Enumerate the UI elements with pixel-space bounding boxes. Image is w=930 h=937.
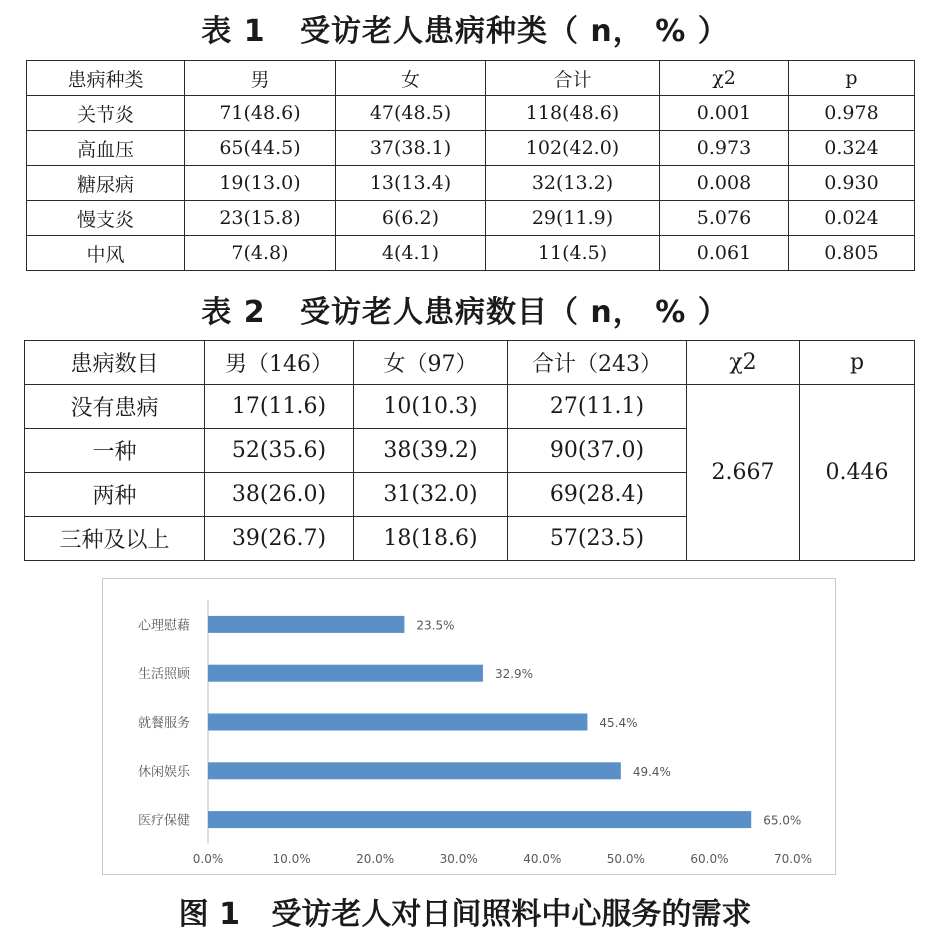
table1-row (27, 96, 915, 131)
table2-cell: 52(35.6) (205, 429, 354, 473)
table1-cell: 0.978 (789, 96, 915, 131)
table2-cell: 27(11.1) (508, 385, 687, 429)
table1-cell: 102(42.0) (486, 131, 660, 166)
x-tick-label: 10.0% (272, 852, 311, 866)
table1-cell: 0.024 (789, 201, 915, 236)
table2-header-cell: 合计（243） (508, 341, 687, 385)
table1-row-label: 中风 (27, 236, 185, 271)
table1 (26, 60, 915, 271)
table1-cell: 65(44.5) (185, 131, 336, 166)
table2-row-label: 三种及以上 (25, 517, 205, 561)
table1-cell: 0.061 (660, 236, 789, 271)
table1-cell: 19(13.0) (185, 166, 336, 201)
category-label: 医疗保健 (137, 813, 190, 829)
data-label: 45.4% (599, 716, 638, 730)
table1-cell: 5.076 (660, 201, 789, 236)
demand-bar-chart (102, 578, 836, 875)
table1-cell: 0.805 (789, 236, 915, 271)
bar (208, 714, 587, 731)
table2-row-label: 两种 (25, 473, 205, 517)
bar (208, 665, 483, 682)
table2-cell: 38(39.2) (354, 429, 508, 473)
x-tick-label: 30.0% (439, 852, 478, 866)
x-tick-label: 40.0% (523, 852, 562, 866)
table1-cell: 13(13.4) (336, 166, 486, 201)
table1-row (27, 201, 915, 236)
table1-header-cell: 患病种类 (27, 61, 185, 96)
table2-cell: 18(18.6) (354, 517, 508, 561)
table1-cell: 0.001 (660, 96, 789, 131)
x-tick-label: 70.0% (773, 852, 813, 866)
figure-caption: 图 1 受访老人对日间照料中心服务的需求 (178, 897, 752, 932)
table2-row-label: 一种 (25, 429, 205, 473)
table2-cell: 10(10.3) (354, 385, 508, 429)
table2-title: 表 2 受访老人患病数目（ n， % ） (201, 295, 729, 330)
bar (208, 616, 404, 633)
table2-header-cell: p (800, 341, 915, 385)
x-tick-label: 0.0% (192, 852, 224, 866)
category-label: 休闲娱乐 (137, 764, 190, 780)
table1-cell: 0.324 (789, 131, 915, 166)
table1-cell: 32(13.2) (486, 166, 660, 201)
table1-cell: 7(4.8) (185, 236, 336, 271)
data-label: 32.9% (494, 667, 534, 682)
table1-cell: 0.930 (789, 166, 915, 201)
table2-header-cell: 女（97） (354, 341, 508, 385)
table2-cell: 38(26.0) (205, 473, 354, 517)
table1-row (27, 236, 915, 271)
table2-header-cell: χ2 (687, 341, 800, 385)
table2-row (25, 385, 915, 429)
table2-cell: 17(11.6) (205, 385, 354, 429)
table1-cell: 0.008 (660, 166, 789, 201)
table1-cell: 71(48.6) (185, 96, 336, 131)
data-label: 49.4% (632, 764, 671, 779)
table1-cell: 37(38.1) (336, 131, 486, 166)
data-label: 65.0% (763, 813, 802, 828)
table2-cell: 69(28.4) (508, 473, 687, 517)
table1-cell: 0.973 (660, 131, 789, 166)
table2-header-cell: 男（146） (205, 341, 354, 385)
category-label: 生活照顾 (137, 667, 190, 683)
table1-cell: 29(11.9) (486, 201, 660, 236)
category-label: 就餐服务 (137, 716, 190, 731)
table1-header-cell: 女 (336, 61, 486, 96)
table1-cell: 23(15.8) (185, 201, 336, 236)
table2-chi2-value: 2.667 (687, 385, 800, 561)
bar (208, 811, 751, 828)
data-label: 23.5% (416, 618, 455, 633)
table1-cell: 118(48.6) (486, 96, 660, 131)
table1-row-label: 慢支炎 (27, 201, 185, 236)
category-label: 心理慰藉 (137, 618, 190, 634)
table1-header-cell: 男 (185, 61, 336, 96)
table1-header-row (27, 61, 915, 96)
table2-header-row (25, 341, 915, 385)
table1-row-label: 关节炎 (27, 96, 185, 131)
table2-row-label: 没有患病 (25, 385, 205, 429)
table1-cell: 47(48.5) (336, 96, 486, 131)
table1-cell: 6(6.2) (336, 201, 486, 236)
table2-p-value: 0.446 (800, 385, 915, 561)
x-tick-label: 50.0% (606, 852, 645, 866)
table1-header-cell: 合计 (486, 61, 660, 96)
table2-header-cell: 患病数目 (25, 341, 205, 385)
table1-row (27, 131, 915, 166)
table2 (24, 340, 915, 561)
x-tick-label: 60.0% (690, 852, 729, 866)
table1-row-label: 糖尿病 (27, 166, 185, 201)
table1-row-label: 高血压 (27, 131, 185, 166)
x-tick-label: 20.0% (356, 852, 395, 866)
table1-header-cell: χ2 (660, 61, 789, 96)
table2-cell: 90(37.0) (508, 429, 687, 473)
table1-title: 表 1 受访老人患病种类（ n， % ） (201, 14, 729, 49)
table1-cell: 11(4.5) (486, 236, 660, 271)
table2-cell: 57(23.5) (508, 517, 687, 561)
table2-cell: 39(26.7) (205, 517, 354, 561)
table1-cell: 4(4.1) (336, 236, 486, 271)
table1-header-cell: p (789, 61, 915, 96)
bar (208, 762, 621, 779)
table2-cell: 31(32.0) (354, 473, 508, 517)
table1-row (27, 166, 915, 201)
